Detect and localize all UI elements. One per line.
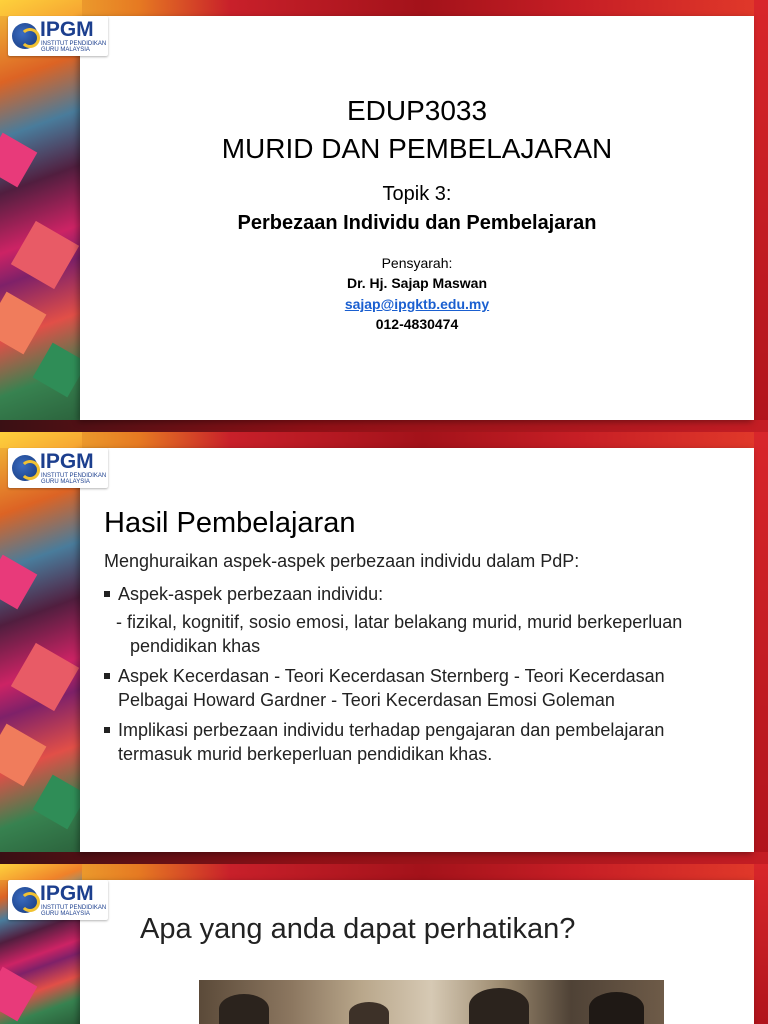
lecturer-name: Dr. Hj. Sajap Maswan [346,275,488,291]
decorative-art [0,432,82,864]
outcome-list [104,582,734,772]
slide-3 [0,864,768,1024]
top-band [0,0,768,16]
ipgm-emblem-icon [12,23,38,49]
slide-2 [0,432,768,864]
ipgm-emblem-icon [12,887,38,913]
topic-title: Perbezaan Individu dan Pembelajaran [237,212,597,234]
list-item: - fizikal, kognitif, sosio emosi, latar belakang murid, murid berkeperluan pendidikan khas [116,612,683,656]
ipgm-logo: IPGM INSTITUT PENDIDIKAN GURU MALAYSIA [8,448,108,488]
list-item: Aspek Kecerdasan - Teori Kecerdasan Sternberg - Teori Kecerdasan Pelbagai Howard Gardner - Teori Kecerdasan Emosi Goleman [104,664,734,712]
slide-heading: Hasil Pembelajaran [104,507,356,539]
lecturer-label: Pensyarah: [381,255,453,271]
slide-1 [0,0,768,432]
intro-text: Menghuraikan aspek-aspek perbezaan individu dalam PdP: [104,551,580,571]
decorative-art [0,0,82,432]
slide-heading: Apa yang anda dapat perhatikan? [140,913,576,945]
ipgm-emblem-icon [12,455,38,481]
ipgm-logo: IPGM INSTITUT PENDIDIKAN GURU MALAYSIA [8,880,108,920]
list-item: Implikasi perbezaan individu terhadap pengajaran dan pembelajaran termasuk murid berkeperluan pendidikan khas. [104,718,734,766]
phone-number: 012-4830474 [375,316,459,332]
topic-label: Topik 3: [382,183,452,205]
course-code: EDUP3033 [346,95,488,126]
classroom-photo [199,980,664,1024]
ipgm-logo: IPGM INSTITUT PENDIDIKAN GURU MALAYSIA [8,16,108,56]
bullet-icon [104,727,110,733]
course-title: MURID DAN PEMBELAJARAN [221,133,613,164]
bullet-icon [104,591,110,597]
bullet-icon [104,673,110,679]
list-item: Aspek-aspek perbezaan individu: [104,582,734,606]
email-link[interactable]: sajap@ipgktb.edu.my [344,296,490,312]
